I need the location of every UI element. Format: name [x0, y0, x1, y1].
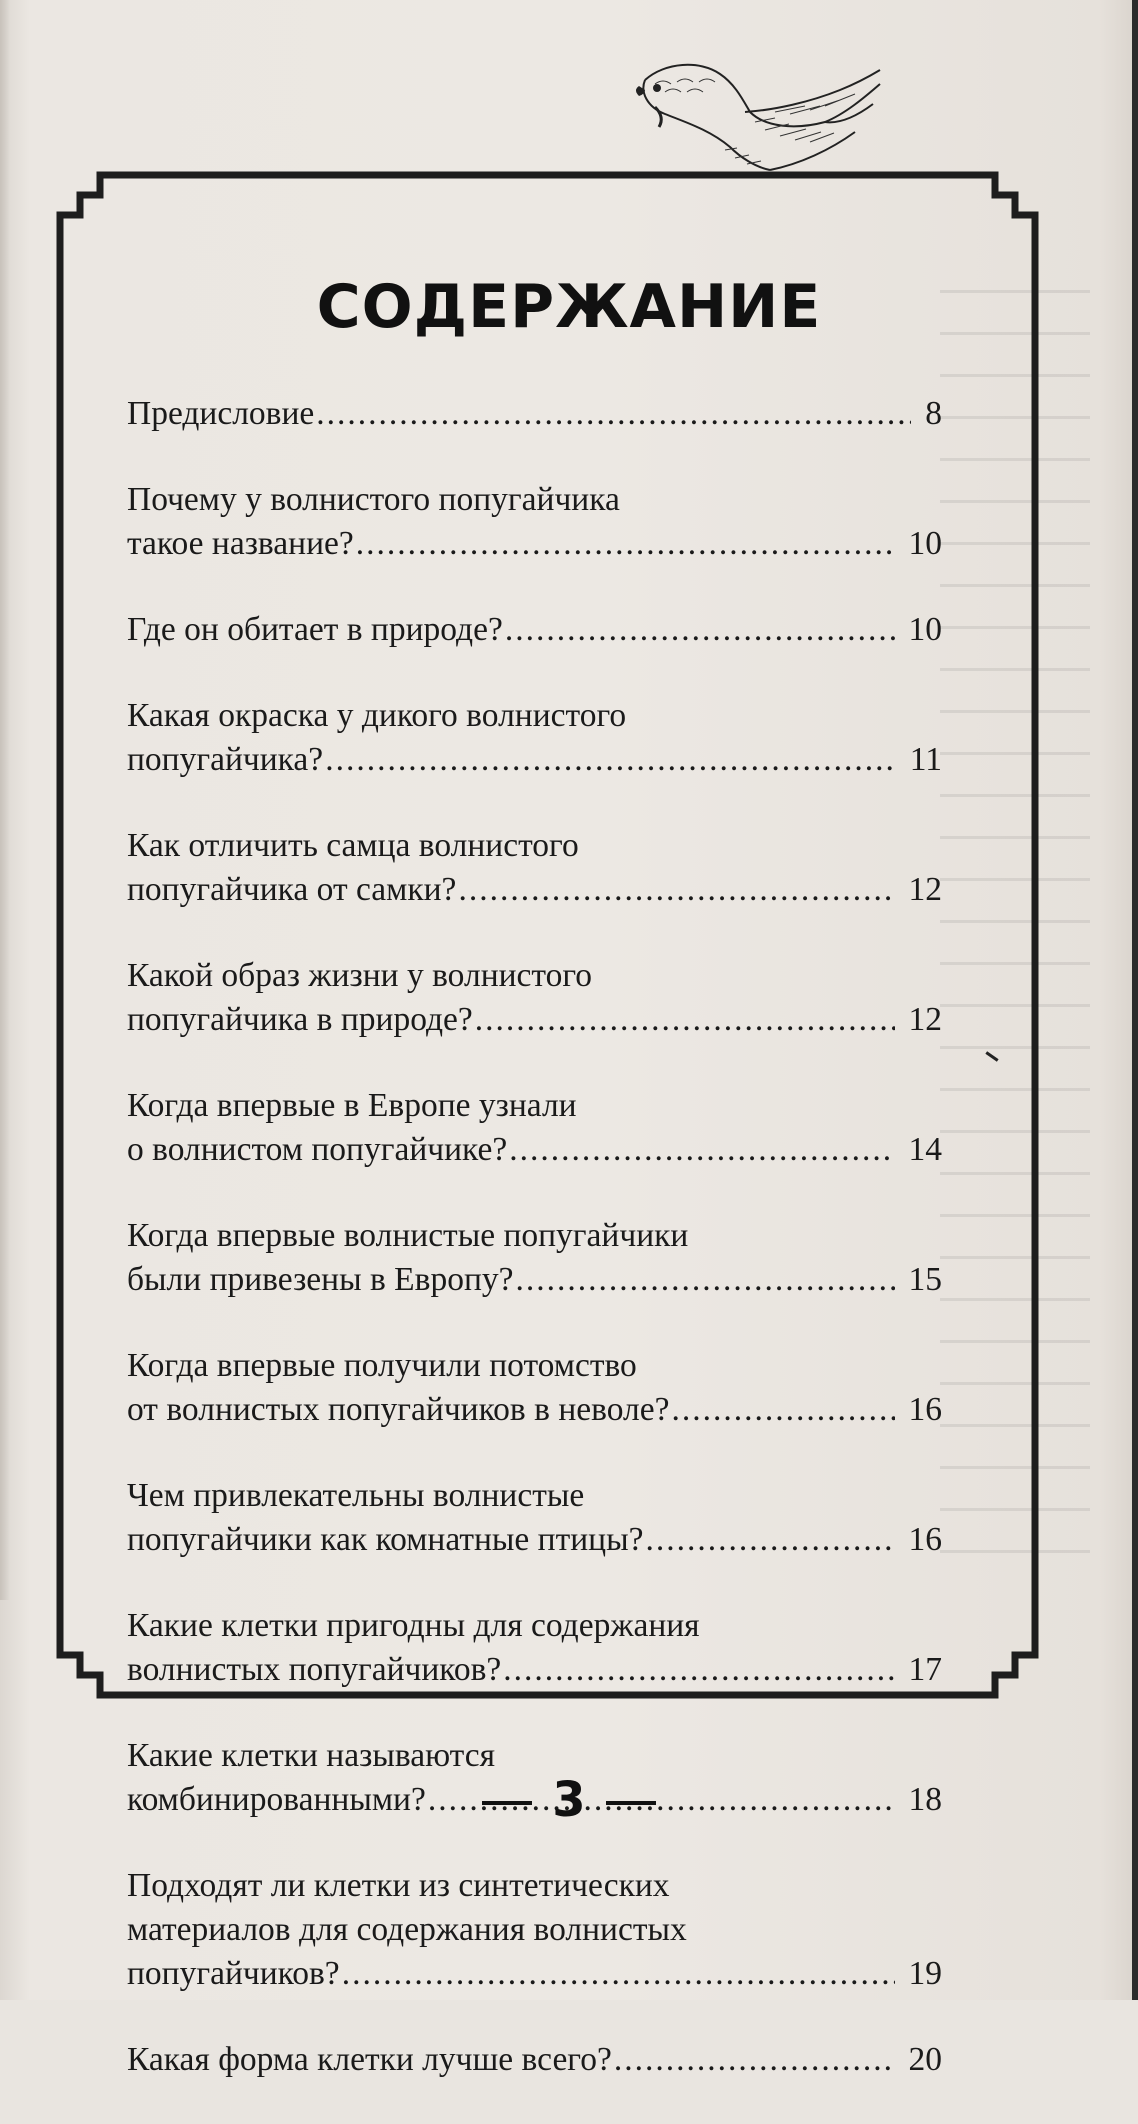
binding-shadow	[0, 0, 10, 1600]
page-number-value: 3	[552, 1772, 586, 1828]
toc-entry-text: материалов для содержания волнистых	[127, 1911, 687, 1948]
toc-entry-text: Какой образ жизни у волнистого	[127, 957, 593, 994]
toc-entry-text: Где он обитает в природе?	[127, 611, 503, 648]
toc-page-number: 17	[908, 1651, 942, 1688]
toc-leader-dots	[614, 2038, 895, 2082]
toc-page-number: 18	[908, 1781, 942, 1818]
toc-entry-text: попугайчики как комнатные птицы?	[127, 1521, 644, 1558]
toc-leader-dots	[509, 1128, 894, 1172]
toc-entry-text: Когда впервые волнистые попугайчики	[127, 1217, 689, 1254]
toc-entry-text: Какие клетки называются	[127, 1737, 495, 1774]
toc-entry-last-line	[127, 868, 942, 912]
toc-entry	[127, 694, 942, 782]
toc-entry-text: Предисловие	[127, 395, 315, 432]
toc-leader-dots	[503, 1648, 894, 1692]
toc-entry	[127, 478, 942, 566]
toc-leader-dots	[356, 522, 895, 566]
toc-entry	[127, 1344, 942, 1432]
toc-page-number: 19	[908, 1955, 942, 1992]
toc-entry-text: Какие клетки пригодны для содержания	[127, 1607, 700, 1644]
toc-page-number: 15	[908, 1261, 942, 1298]
toc-entry	[127, 1474, 942, 1562]
toc-entry	[127, 1084, 942, 1172]
toc-entry	[127, 824, 942, 912]
toc-leader-dots	[316, 392, 911, 436]
toc-entry-last-line	[127, 738, 942, 782]
toc-entry-last-line	[127, 1258, 942, 1302]
toc-entry-last-line	[127, 1388, 942, 1432]
toc-entry-last-line	[127, 2038, 942, 2082]
toc-entry-text: Почему у волнистого попугайчика	[127, 481, 620, 518]
toc-entry	[127, 1864, 942, 1996]
toc-page-number: 10	[908, 611, 942, 648]
toc-entry	[127, 1214, 942, 1302]
toc-entry	[127, 954, 942, 1042]
toc-entry-text: от волнистых попугайчиков в неволе?	[127, 1391, 670, 1428]
toc-entry-text: попугайчика в природе?	[127, 1001, 473, 1038]
toc-entry	[127, 608, 942, 652]
toc-entry-text: Как отличить самца волнистого	[127, 827, 579, 864]
toc-entry-text: Какая форма клетки лучше всего?	[127, 2041, 612, 2078]
toc-entry	[127, 1604, 942, 1692]
toc-leader-dots	[671, 1388, 894, 1432]
toc-page-number: 14	[908, 1131, 942, 1168]
toc-leader-dots	[325, 738, 896, 782]
toc-entry-text: Подходят ли клетки из синтетических	[127, 1867, 670, 1904]
page-number-dash-right	[606, 1801, 656, 1805]
toc-page-number: 12	[908, 871, 942, 908]
budgerigar-illustration-icon	[625, 52, 885, 182]
toc-entry-text: Какая окраска у дикого волнистого	[127, 697, 627, 734]
toc-page-number: 12	[908, 1001, 942, 1038]
toc-page-number: 10	[908, 525, 942, 562]
toc-entry-last-line	[127, 1952, 942, 1996]
toc-leader-dots	[342, 1952, 895, 1996]
toc-entry-text: Когда впервые в Европе узнали	[127, 1087, 577, 1124]
toc-entry-last-line	[127, 392, 942, 436]
toc-leader-dots	[505, 608, 895, 652]
toc-page-number: 20	[908, 2041, 942, 2078]
page-number	[0, 1772, 1138, 1828]
toc-page-number: 16	[908, 1521, 942, 1558]
toc-leader-dots	[645, 1518, 894, 1562]
toc-entry-last-line	[127, 1518, 942, 1562]
page-title: СОДЕРЖАНИЕ	[316, 272, 822, 342]
toc-entry-text: попугайчика от самки?	[127, 871, 457, 908]
toc-entry-text: волнистых попугайчиков?	[127, 1651, 502, 1688]
toc-entry-text: попугайчиков?	[127, 1955, 340, 1992]
toc-leader-dots	[475, 998, 895, 1042]
toc-entry-last-line	[127, 1648, 942, 1692]
toc-entry	[127, 392, 942, 436]
toc-entry-last-line	[127, 1128, 942, 1172]
page-number-dash-left	[482, 1801, 532, 1805]
toc-entry	[127, 2038, 942, 2082]
toc-entry-text: Чем привлекательны волнистые	[127, 1477, 585, 1514]
toc-entry-last-line	[127, 608, 942, 652]
toc-entry-last-line	[127, 522, 942, 566]
toc-page-number: 11	[909, 741, 942, 778]
toc-leader-dots	[458, 868, 894, 912]
toc-leader-dots	[516, 1258, 895, 1302]
toc-entry-text: Когда впервые получили потомство	[127, 1347, 637, 1384]
toc-entry-text: попугайчика?	[127, 741, 324, 778]
toc-entry-text: такое название?	[127, 525, 354, 562]
table-of-contents	[127, 392, 942, 2124]
toc-entry-text: о волнистом попугайчике?	[127, 1131, 508, 1168]
toc-page-number: 8	[925, 395, 942, 432]
toc-page-number: 16	[908, 1391, 942, 1428]
toc-entry-text: были привезены в Европу?	[127, 1261, 514, 1298]
toc-entry-last-line	[127, 998, 942, 1042]
toc-entry-text: комбинированными?	[127, 1781, 426, 1818]
